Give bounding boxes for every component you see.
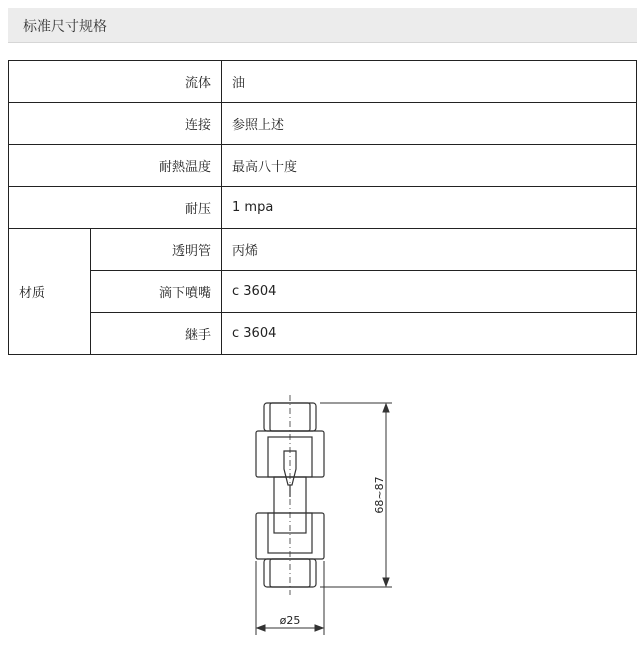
row-label: 滴下噴嘴 xyxy=(91,271,222,313)
width-dimension-label: ø25 xyxy=(279,614,301,627)
row-label: 耐压 xyxy=(9,187,222,229)
table-row xyxy=(9,313,637,355)
row-value: 最高八十度 xyxy=(222,145,637,187)
row-value: 参照上述 xyxy=(222,103,637,145)
row-label: 継手 xyxy=(91,313,222,355)
table-row xyxy=(9,187,637,229)
row-value: 1 mpa xyxy=(222,187,637,229)
height-dimension-label: 68~87 xyxy=(373,476,386,514)
spec-table xyxy=(8,60,637,355)
row-label: 连接 xyxy=(9,103,222,145)
row-label: 耐熱温度 xyxy=(9,145,222,187)
table-row xyxy=(9,229,637,271)
section-title: 标准尺寸规格 xyxy=(23,19,107,35)
sight-glass-drawing xyxy=(200,385,440,645)
row-label: 透明管 xyxy=(91,229,222,271)
row-label: 流体 xyxy=(9,61,222,103)
material-group-label: 材质 xyxy=(9,229,91,355)
table-row xyxy=(9,145,637,187)
table-row xyxy=(9,61,637,103)
row-value: c 3604 xyxy=(222,313,637,355)
section-header xyxy=(8,8,637,43)
row-value: 丙烯 xyxy=(222,229,637,271)
row-value: c 3604 xyxy=(222,271,637,313)
row-value: 油 xyxy=(222,61,637,103)
table-row xyxy=(9,103,637,145)
table-row xyxy=(9,271,637,313)
